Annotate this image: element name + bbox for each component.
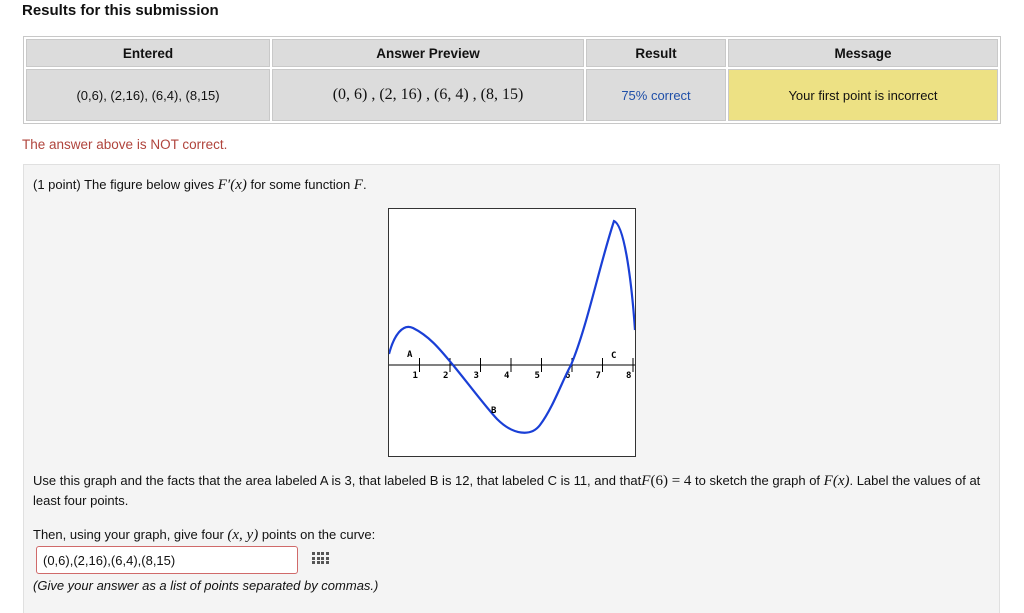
header-entered: Entered bbox=[26, 39, 270, 67]
problem-box bbox=[23, 164, 1000, 613]
then-math: (x, y) bbox=[227, 527, 259, 543]
results-table bbox=[23, 36, 1001, 124]
result-value: 75% correct bbox=[586, 69, 726, 121]
instructions-text bbox=[33, 471, 983, 511]
problem-intro-math-derivative: F′(x) bbox=[217, 177, 247, 193]
instructions-part-1: Use this graph and the facts that the area labeled A is 3, that labeled B is 12, that labeled C is 11, and that bbox=[33, 473, 642, 488]
answer-input[interactable] bbox=[36, 546, 298, 574]
instructions-math-fx: F(x) bbox=[823, 473, 850, 489]
problem-intro-end: . bbox=[362, 177, 367, 192]
x-tick-label-1: 1 bbox=[412, 371, 418, 381]
instructions-math-condition: F(6) = 4 bbox=[641, 473, 692, 489]
region-label-c: C bbox=[611, 351, 617, 361]
x-tick-label-3: 3 bbox=[473, 371, 479, 381]
x-tick-label-4: 4 bbox=[504, 371, 510, 381]
header-answer-preview: Answer Preview bbox=[272, 39, 584, 67]
region-label-b: B bbox=[491, 406, 497, 416]
then-suffix: points on the curve: bbox=[258, 527, 376, 542]
header-result: Result bbox=[586, 39, 726, 67]
derivative-graph-svg bbox=[389, 209, 635, 456]
problem-intro-math-function: F bbox=[353, 177, 363, 193]
results-title: Results for this submission bbox=[22, 2, 219, 19]
problem-intro bbox=[33, 177, 367, 194]
x-tick-label-7: 7 bbox=[595, 371, 601, 381]
problem-intro-middle: for some function bbox=[246, 177, 354, 192]
then-prefix: Then, using your graph, give four bbox=[33, 527, 228, 542]
x-tick-label-8: 8 bbox=[626, 371, 632, 381]
x-tick-label-5: 5 bbox=[534, 371, 540, 381]
derivative-curve bbox=[389, 221, 635, 433]
x-axis-ticks bbox=[413, 358, 634, 381]
region-label-a: A bbox=[407, 350, 413, 360]
results-header-row bbox=[26, 39, 998, 67]
x-tick-label-6: 6 bbox=[565, 371, 571, 381]
problem-intro-prefix: (1 point) The figure below gives bbox=[33, 177, 218, 192]
header-message: Message bbox=[728, 39, 998, 67]
answer-preview-value: (0, 6) , (2, 16) , (6, 4) , (8, 15) bbox=[272, 69, 584, 121]
entered-value: (0,6), (2,16), (6,4), (8,15) bbox=[26, 69, 270, 121]
derivative-graph bbox=[388, 208, 636, 457]
message-value: Your first point is incorrect bbox=[728, 69, 998, 121]
not-correct-notice: The answer above is NOT correct. bbox=[22, 137, 228, 152]
x-tick-label-2: 2 bbox=[443, 371, 449, 381]
instructions-part-3: . Label the values of at least four points. bbox=[33, 473, 981, 508]
instructions-part-2: to sketch the graph of bbox=[691, 473, 824, 488]
then-prompt bbox=[33, 527, 375, 544]
results-row bbox=[26, 69, 998, 121]
answer-hint: (Give your answer as a list of points separated by commas.) bbox=[33, 578, 379, 593]
grid-icon[interactable] bbox=[312, 552, 328, 566]
